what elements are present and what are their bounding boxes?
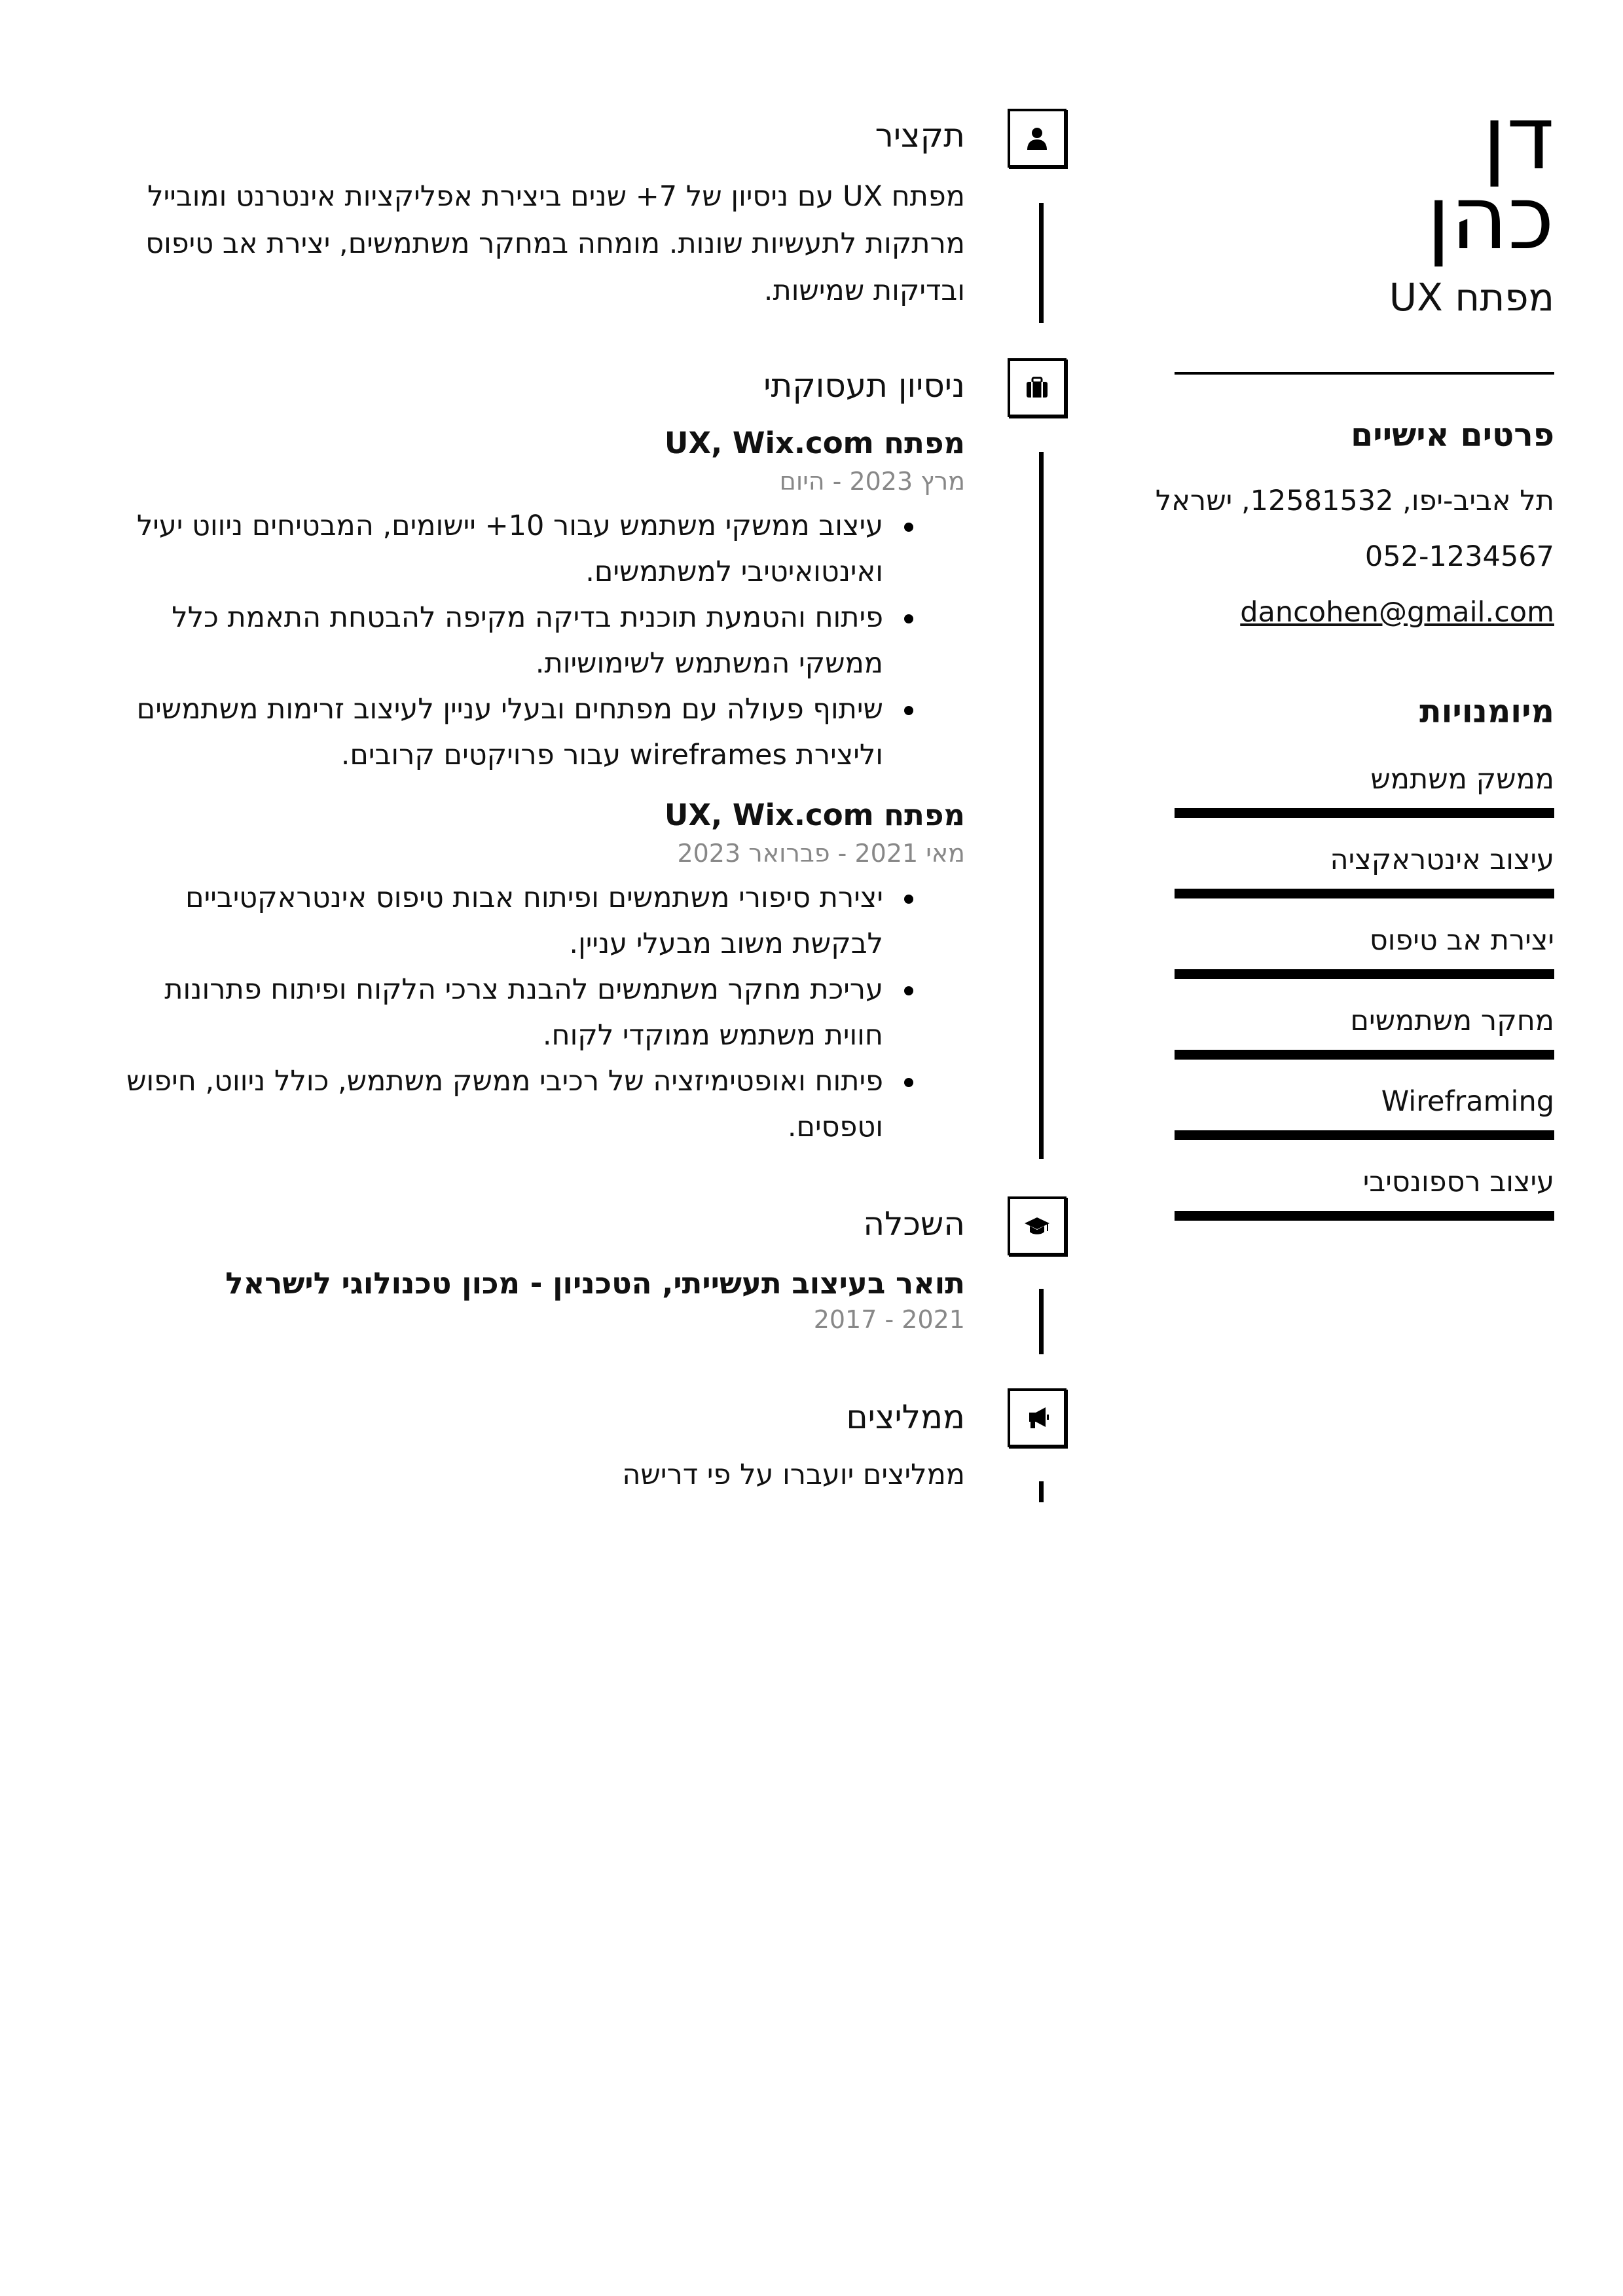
job-title-2: מפתח UX, Wix.com [664, 798, 965, 832]
skill-label: מחקר משתמשים [1350, 1005, 1554, 1037]
list-item: עיצוב ממשקי משתמש עבור 10+ יישומים, המבטיחים ניווט יעיל ואינטואיטיבי למשתמשים. [120, 503, 965, 595]
skill-label: עיצוב אינטראקציה [1330, 843, 1554, 876]
list-item: יצירת סיפורי משתמשים ופיתוח אבות טיפוס אינטראקטיביים לבקשת משוב מבעלי עניין. [120, 875, 965, 967]
first-name: דן [1482, 87, 1554, 189]
skill-bar [1175, 1050, 1554, 1060]
list-item: עריכת מחקר משתמשים להבנת צרכי הלקוח ופיתוח פתרונות חווית משתמש ממוקדי לקוח. [120, 967, 965, 1058]
skill-item [1175, 1005, 1554, 1060]
skill-bar [1175, 1211, 1554, 1221]
summary-heading: תקציר [875, 117, 965, 155]
skill-bar [1175, 808, 1554, 818]
skill-item [1175, 1166, 1554, 1221]
timeline-line [1039, 1289, 1044, 1354]
references-heading: ממליצים [846, 1398, 965, 1436]
skill-bar-fill [1175, 1050, 1554, 1060]
last-name: כהן [1427, 167, 1554, 269]
skill-item [1175, 1085, 1554, 1140]
skill-bar-fill [1175, 1211, 1554, 1221]
skill-bar [1175, 1130, 1554, 1140]
job-dates-2: מאי 2021 - פברואר 2023 [677, 839, 965, 868]
job-bullets-1 [120, 503, 965, 778]
skill-label: עיצוב רספונסיבי [1362, 1166, 1554, 1198]
name-divider [1175, 372, 1554, 375]
experience-heading: ניסיון תעסוקתי [763, 367, 965, 405]
list-item: שיתוף פעולה עם מפתחים ובעלי עניין לעיצוב זרימות משתמשים וליצירת wireframes עבור פרויקטים קרובים. [120, 686, 965, 778]
phone-text: 052-1234567 [1364, 540, 1554, 573]
megaphone-icon [1008, 1388, 1067, 1447]
job-dates-1: מרץ 2023 - היום [779, 467, 965, 496]
skill-label: Wireframing [1381, 1085, 1554, 1118]
skill-bar-fill [1175, 969, 1554, 979]
address-text: תל אביב-יפו, 12581532, ישראל [1155, 485, 1554, 517]
list-item: פיתוח והטמעת תוכנית בדיקה מקיפה להבטחת התאמת כלל ממשקי המשתמש לשימושיות. [120, 595, 965, 686]
summary-text: מפתח UX עם ניסיון של 7+ שנים ביצירת אפליקציות אינטרנט ומובייל מרתקות לתעשיות שונות. מומחה במחקר משתמשים, יצירת אב טיפוס ובדיקות שמישות. [145, 180, 965, 307]
skill-item [1175, 843, 1554, 898]
skills-heading: מיומנויות [1419, 693, 1554, 730]
skill-bar-fill [1175, 808, 1554, 818]
education-dates: 2021 - 2017 [813, 1305, 965, 1334]
job-title: מפתח UX [1389, 275, 1554, 320]
education-heading: השכלה [863, 1205, 965, 1243]
briefcase-icon [1008, 358, 1067, 417]
skill-bar-fill [1175, 1130, 1554, 1140]
job-title-1: מפתח UX, Wix.com [664, 426, 965, 460]
timeline-line [1039, 452, 1044, 1159]
name-block [1161, 87, 1554, 324]
list-item: פיתוח ואופטימיזציה של רכיבי ממשק משתמש, כולל ניווט, חיפוש וטפסים. [120, 1058, 965, 1150]
user-icon [1008, 109, 1067, 168]
skill-bar-fill [1175, 889, 1554, 898]
graduation-cap-icon [1008, 1196, 1067, 1255]
timeline-line [1039, 203, 1044, 323]
personal-heading: פרטים אישיים [1351, 417, 1554, 454]
skill-item [1175, 924, 1554, 979]
timeline-line [1039, 1481, 1044, 1502]
skill-label: ממשק משתמש [1370, 763, 1554, 796]
skill-item [1175, 763, 1554, 818]
skill-label: יצירת אב טיפוס [1369, 924, 1554, 957]
skill-bar [1175, 969, 1554, 979]
references-text: ממליצים יועברו על פי דרישה [622, 1458, 965, 1491]
email-link[interactable]: dancohen@gmail.com [1240, 596, 1554, 629]
degree-title: תואר בעיצוב תעשייתי, הטכניון - מכון טכנולוגי לישראל [225, 1266, 965, 1301]
job-bullets-2 [120, 875, 965, 1150]
skill-bar [1175, 889, 1554, 898]
